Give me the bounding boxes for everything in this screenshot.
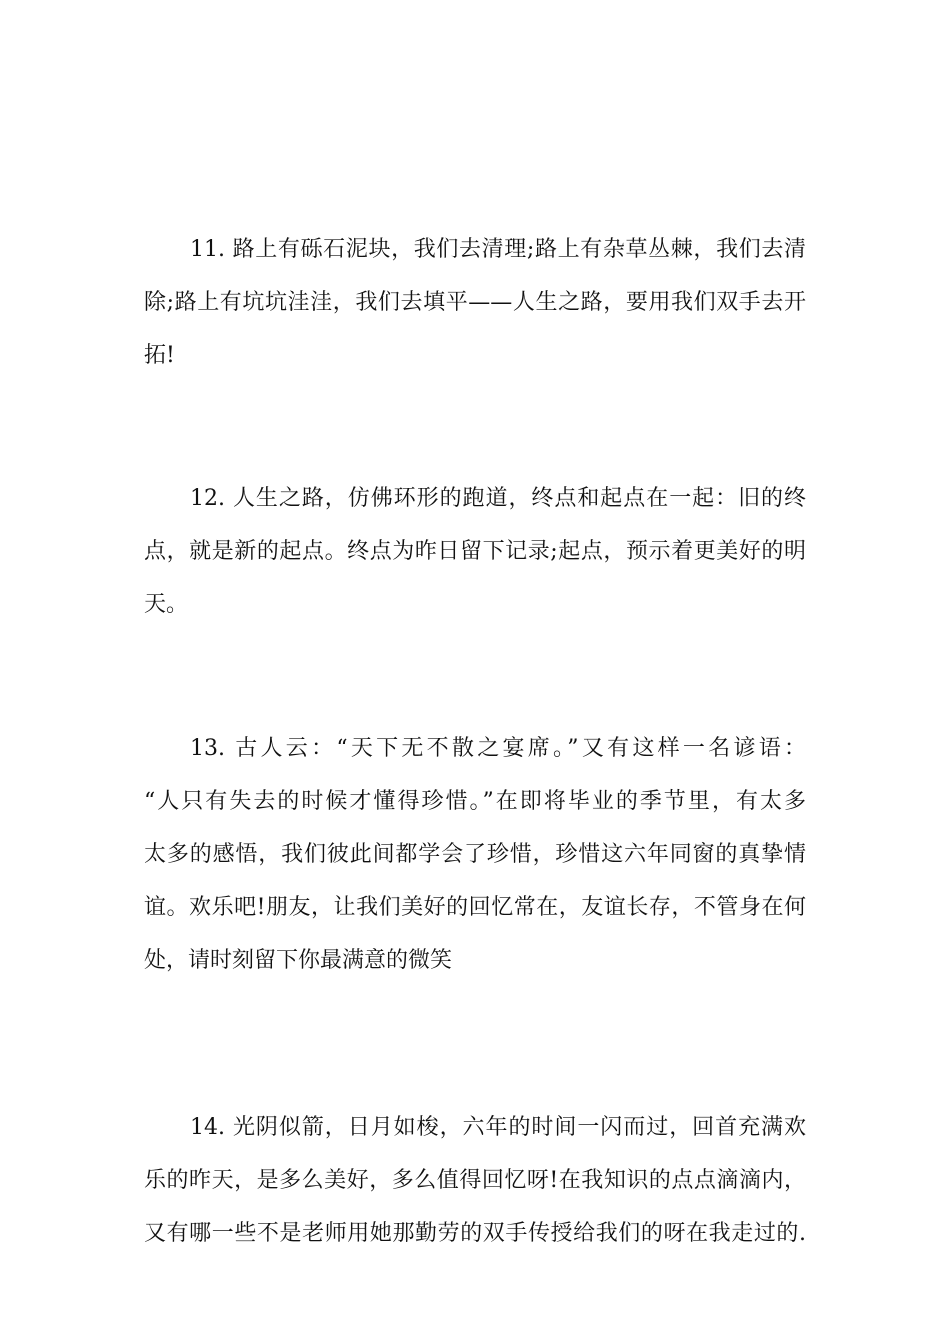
text-line: 13. 古人云：“天下无不散之宴席。”又有这样一名谚语： bbox=[190, 736, 806, 761]
text-line: 处，请时刻留下你最满意的微笑 bbox=[144, 948, 453, 973]
text-line: 天。 bbox=[144, 592, 189, 617]
text-line: 点，就是新的起点。终点为昨日留下记录;起点，预示着更美好的明 bbox=[144, 539, 806, 564]
text-line: “人只有失去的时候才懂得珍惜。”在即将毕业的季节里，有太多 bbox=[144, 789, 806, 814]
text-line: 太多的感悟，我们彼此间都学会了珍惜，珍惜这六年同窗的真挚情 bbox=[144, 842, 806, 867]
text-line: 乐的昨天，是多么美好，多么值得回忆呀!在我知识的点点滴滴内， bbox=[144, 1168, 806, 1193]
text-line: 除;路上有坑坑洼洼，我们去填平——人生之路，要用我们双手去开 bbox=[144, 290, 806, 315]
paragraph-14 bbox=[144, 1101, 806, 1260]
paragraph-13 bbox=[144, 722, 806, 987]
text-line: 又有哪一些不是老师用她那勤劳的双手传授给我们的呀在我走过的. bbox=[144, 1221, 806, 1246]
text-line: 11. 路上有砾石泥块，我们去清理;路上有杂草丛棘，我们去清 bbox=[190, 237, 806, 262]
text-line: 谊。欢乐吧!朋友，让我们美好的回忆常在，友谊长存，不管身在何 bbox=[144, 895, 806, 920]
text-line: 拓! bbox=[144, 343, 175, 368]
paragraph-12 bbox=[144, 472, 806, 631]
paragraph-11 bbox=[144, 223, 806, 382]
text-line: 12. 人生之路，仿佛环形的跑道，终点和起点在一起：旧的终 bbox=[190, 486, 806, 511]
text-line: 14. 光阴似箭，日月如梭，六年的时间一闪而过，回首充满欢 bbox=[190, 1115, 806, 1140]
